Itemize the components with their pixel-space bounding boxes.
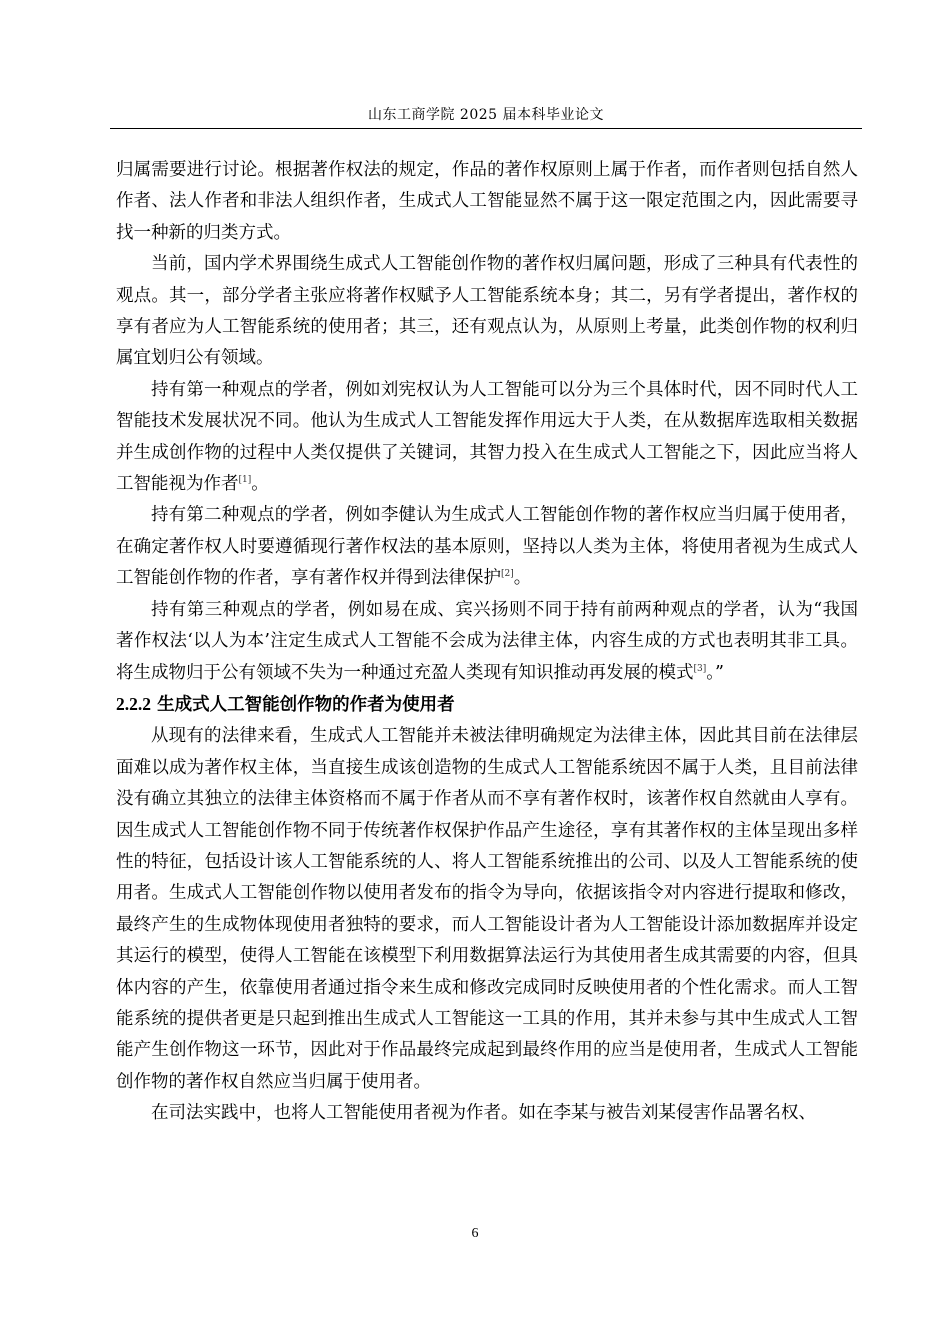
paragraph-text: 当前，国内学术界围绕生成式人工智能创作物的著作权归属问题，形成了三种具有代表性的观点。其一，部分学者主张应将著作权赋予人工智能系统本身；其二，另有学者提出，著作权的享有者应为人工智能系统的使用者；其三，还有观点认为，从原则上考量，此类创作物的权利归属宜划归公有领域。 bbox=[116, 254, 858, 369]
header-divider bbox=[110, 128, 862, 129]
paragraph-first-view bbox=[116, 375, 858, 501]
paragraph-viewpoints-overview bbox=[116, 249, 858, 375]
paragraph-third-view bbox=[116, 595, 858, 689]
paragraph-text: 持有第二种观点的学者，例如李健认为生成式人工智能创作物的著作权应当归属于使用者，在确定著作权人时要遵循现行著作权法的基本原则，坚持以人类为主体，将使用者视为生成式人工智能创作物的作者，享有著作权并得到法律保护 bbox=[116, 505, 858, 589]
citation-marker[interactable]: [2] bbox=[501, 569, 514, 580]
citation-marker[interactable]: [1] bbox=[238, 475, 252, 486]
paragraph-text: 从现有的法律来看，生成式人工智能并未被法律明确规定为法律主体，因此其目前在法律层面难以成为著作权主体，当直接生成该创造物的生成式人工智能系统因不属于人类，且目前法律没有确立其独立的法律主体资格而不属于作者从而不享有著作权时，该著作权自然就由人享有。因生成式人工智能创作物不同于传统著作权保护作品产生途径，享有其著作权的主体呈现出多样性的特征，包括设计该人工智能系统的人、将人工智能系统推出的公司、以及人工智能系统的使用者。生成式人工智能创作物以使用者发布的指令为导向，依据该指令对内容进行提取和修改，最终产生的生成物体现使用者独特的要求，而人工智能设计者为人工智能设计添加数据库并设定其运行的模型，使得人工智能在该模型下利用数据算法运行为其使用者生成其需要的内容，但具体内容的产生，依靠使用者通过指令来生成和修改完成同时反映使用者的个性化需求。而人工智能系统的提供者更是只起到推出生成式人工智能这一工具的作用，其并未参与其中生成式人工智能产生创作物这一环节，因此对于作品最终完成起到最终作用的应当是使用者，生成式人工智能创作物的著作权自然应当归属于使用者。 bbox=[116, 726, 858, 1092]
paragraph-text: 归属需要进行讨论。根据著作权法的规定，作品的著作权原则上属于作者，而作者则包括自然人作者、法人作者和非法人组织作者，生成式人工智能显然不属于这一限定范围之内，因此需要寻找一种新的归类方式。 bbox=[116, 160, 858, 243]
paragraph-section-body bbox=[116, 721, 858, 1098]
paragraph-tail: 。 bbox=[251, 474, 269, 495]
section-title-text: 生成式人工智能创作物的作者为使用者 bbox=[157, 694, 455, 715]
paragraph-text: 在司法实践中，也将人工智能使用者视为作者。如在李某与被告刘某侵害作品署名权、 bbox=[151, 1103, 816, 1124]
body-text bbox=[116, 155, 858, 1130]
section-heading bbox=[116, 689, 858, 721]
paragraph-tail: 。” bbox=[706, 662, 724, 683]
paragraph-continued bbox=[116, 155, 858, 249]
paragraph-judicial-practice bbox=[116, 1098, 858, 1129]
paragraph-text: 持有第一种观点的学者，例如刘宪权认为人工智能可以分为三个具体时代，因不同时代人工智能技术发展状况不同。他认为生成式人工智能发挥作用远大于人类，在从数据库选取相关数据并生成创作物的过程中人类仅提供了关键词，其智力投入在生成式人工智能之下，因此应当将人工智能视为作者 bbox=[116, 379, 858, 495]
paragraph-second-view bbox=[116, 500, 858, 594]
page-number: 6 bbox=[471, 1226, 479, 1241]
citation-marker[interactable]: [3] bbox=[693, 663, 707, 674]
paragraph-tail: 。 bbox=[513, 568, 532, 589]
section-number: 2.2.2 bbox=[116, 693, 151, 714]
paragraph-text: 持有第三种观点的学者，例如易在成、宾兴扬则不同于持有前两种观点的学者，认为“我国著作权法‘以人为本’注定生成式人工智能不会成为法律主体，内容生成的方式也表明其非工具。将生成物归于公有领域不失为一种通过充盈人类现有知识推动再发展的模式 bbox=[116, 599, 858, 683]
running-header: 山东工商学院 2025 届本科毕业论文 bbox=[367, 107, 605, 123]
